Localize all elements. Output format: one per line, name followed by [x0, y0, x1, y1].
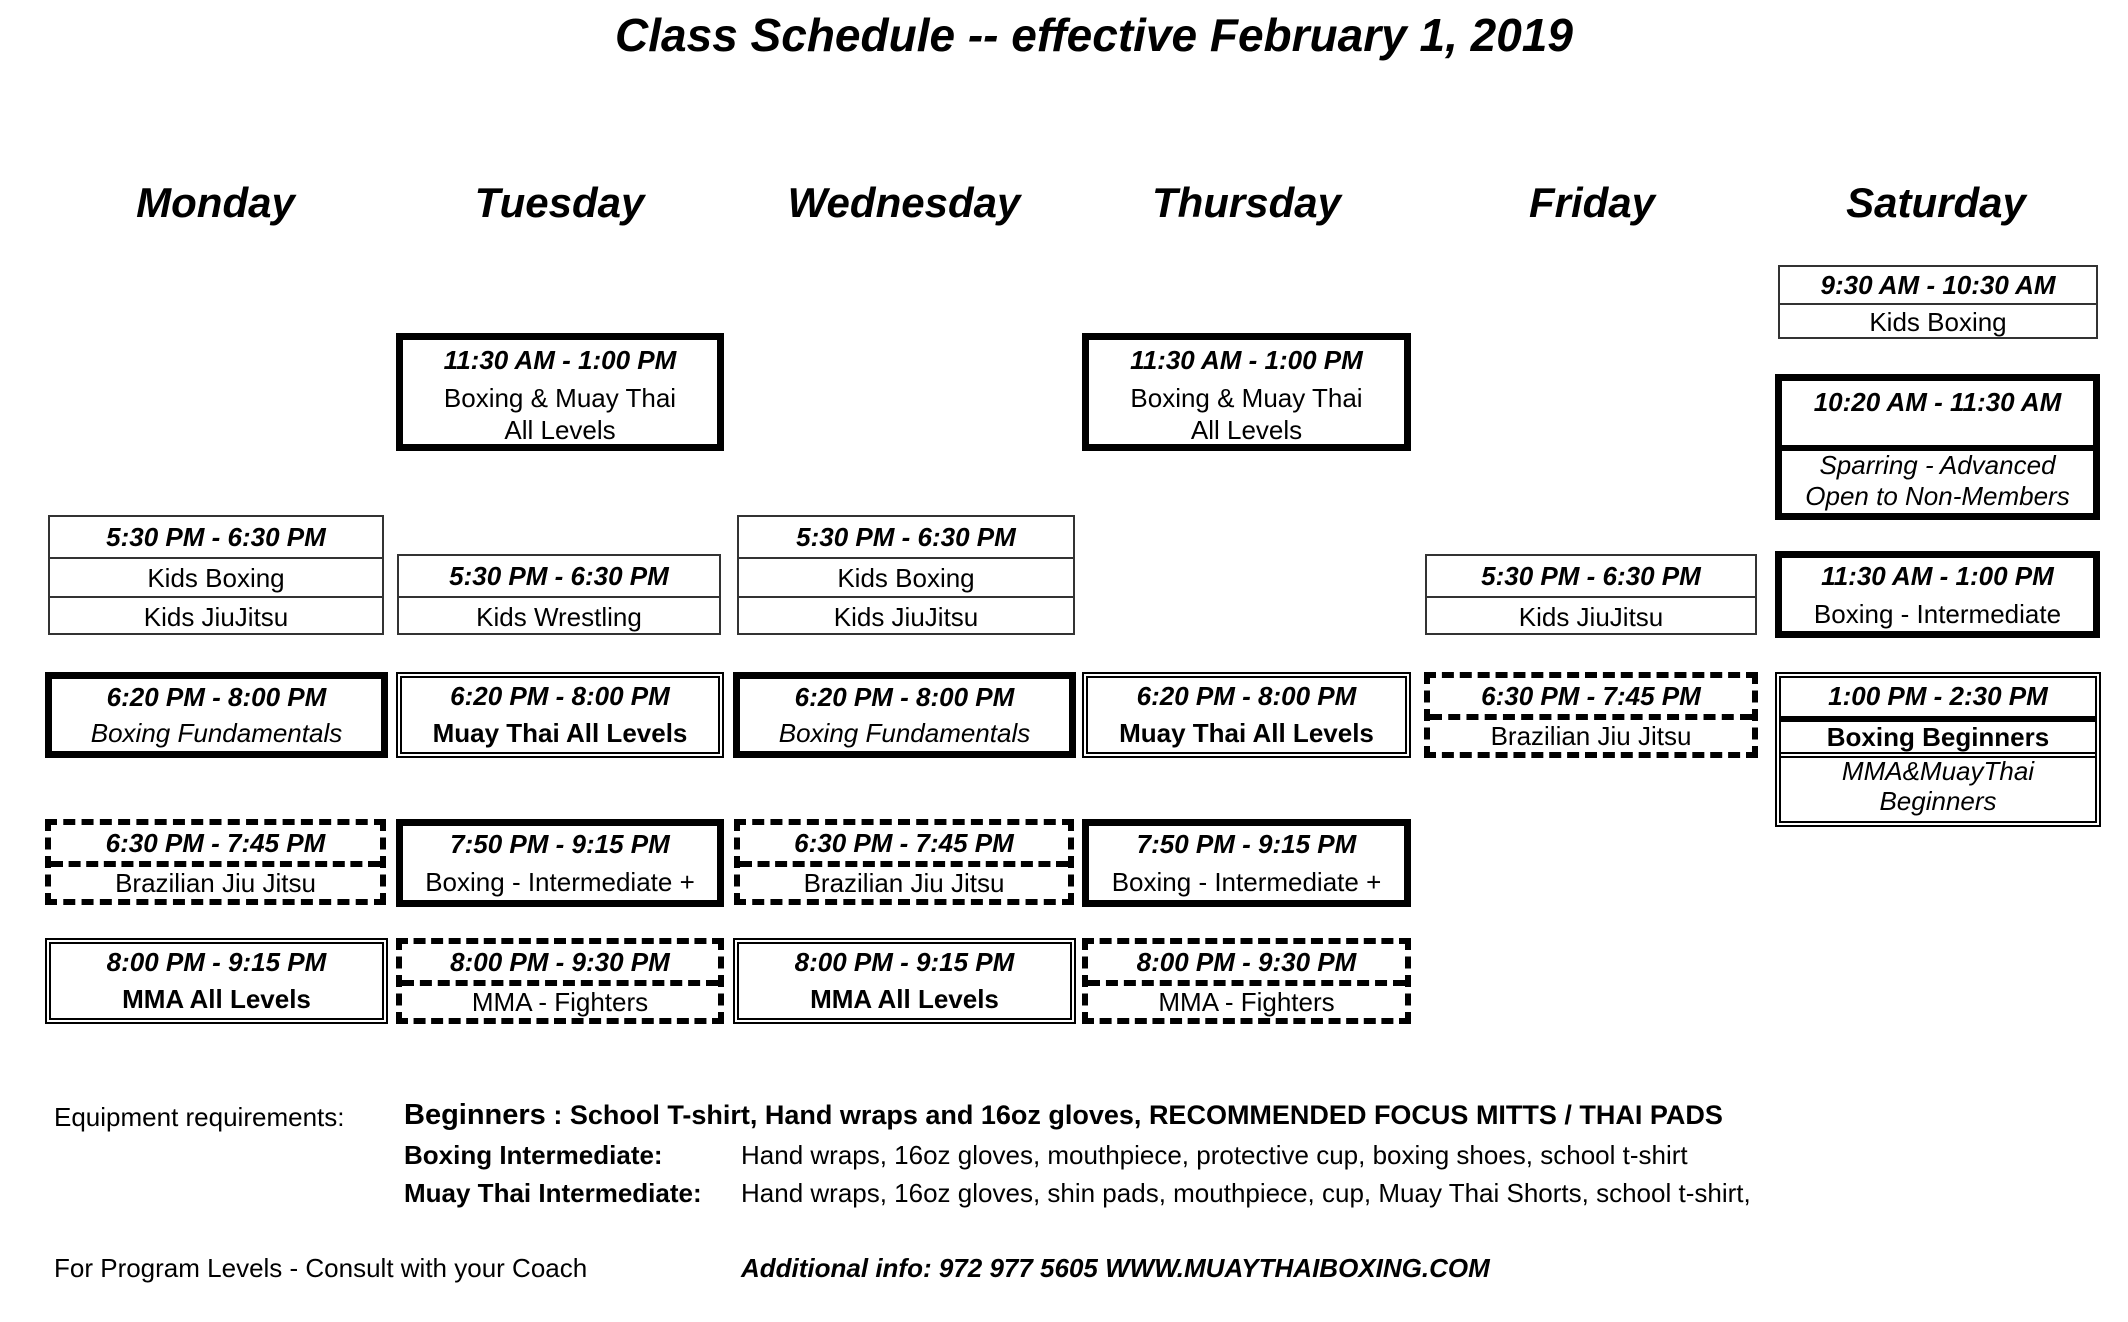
page-title: Class Schedule -- effective February 1, 2019 [615, 9, 1573, 61]
class-time: 6:20 PM - 8:00 PM [106, 682, 327, 712]
class-block-tuesday-kids-wrestling [397, 554, 721, 635]
class-time: 8:00 PM - 9:15 PM [794, 947, 1015, 977]
class-time: 11:30 AM - 1:00 PM [443, 345, 677, 375]
class-block-tuesday-boxing-intermediate [396, 819, 724, 907]
class-block-tuesday-boxing-muay-thai [396, 333, 724, 451]
class-time: 5:30 PM - 6:30 PM [796, 522, 1016, 552]
class-block-saturday-boxing-intermediate [1775, 551, 2100, 638]
class-name: Kids JiuJitsu [50, 596, 382, 635]
class-time: 5:30 PM - 6:30 PM [106, 522, 326, 552]
class-block-saturday-sparring [1775, 374, 2100, 520]
day-header-thursday: Thursday [1151, 179, 1342, 226]
additional-info: Additional info: 972 977 5605 WWW.MUAYTHAIBOXING.COM [741, 1253, 1490, 1283]
day-header-tuesday: Tuesday [474, 179, 645, 226]
class-name: MMA All Levels [122, 984, 311, 1014]
class-time: 5:30 PM - 6:30 PM [1481, 561, 1701, 591]
class-level: Beginners [1879, 786, 1997, 816]
class-name: Brazilian Jiu Jitsu [51, 861, 380, 899]
class-name: Brazilian Jiu Jitsu [1430, 714, 1752, 752]
class-block-saturday-kids-boxing [1778, 265, 2098, 339]
class-name: Muay Thai All Levels [432, 718, 688, 748]
class-block-thursday-mma-fighters [1082, 938, 1411, 1024]
class-time: 6:30 PM - 7:45 PM [794, 828, 1014, 858]
class-name: Kids Wrestling [399, 596, 719, 635]
class-time: 6:30 PM - 7:45 PM [1481, 681, 1701, 711]
class-block-wednesday-boxing-fundamentals [733, 672, 1076, 758]
class-name: Boxing - Intermediate [1813, 599, 2062, 629]
class-block-wednesday-kids [737, 515, 1075, 635]
class-block-wednesday-mma [733, 938, 1076, 1024]
class-time: 6:30 PM - 7:45 PM [105, 828, 326, 858]
class-time: 5:30 PM - 6:30 PM [449, 561, 669, 591]
class-name: Kids Boxing [739, 557, 1073, 597]
class-name: MMA - Fighters [402, 980, 718, 1018]
day-header-wednesday: Wednesday [787, 179, 1021, 226]
class-block-monday-boxing-fundamentals [45, 672, 388, 758]
class-name: Boxing - Intermediate + [1111, 867, 1382, 897]
class-block-friday-kids-jiujitsu [1425, 554, 1757, 635]
class-name: Boxing & Muay Thai [443, 383, 677, 413]
beginners-label: Beginners [404, 1099, 546, 1131]
beginners-text: : School T-shirt, Hand wraps and 16oz gloves, RECOMMENDED FOCUS MITTS / THAI PADS [545, 1100, 1723, 1130]
class-name: Boxing - Intermediate + [425, 867, 695, 897]
class-block-saturday-beginners [1775, 672, 2101, 827]
class-name: Kids Boxing [1780, 303, 2096, 339]
class-time: 7:50 PM - 9:15 PM [1136, 829, 1357, 859]
class-time: 9:30 AM - 10:30 AM [1820, 270, 2056, 300]
class-level: All Levels [504, 415, 616, 445]
muay-thai-intermediate-label: Muay Thai Intermediate: [404, 1178, 702, 1208]
class-block-tuesday-mma-fighters [396, 938, 724, 1024]
program-levels-note: For Program Levels - Consult with your Coach [54, 1253, 588, 1283]
class-name: Boxing & Muay Thai [1130, 383, 1363, 413]
class-note: Open to Non-Members [1805, 481, 2070, 511]
class-time: 11:30 AM - 1:00 PM [1821, 561, 2054, 591]
muay-thai-intermediate-text: Hand wraps, 16oz gloves, shin pads, mouthpiece, cup, Muay Thai Shorts, school t-shirt, [741, 1178, 1751, 1208]
class-name: Brazilian Jiu Jitsu [740, 861, 1068, 899]
class-block-wednesday-bjj [734, 819, 1074, 905]
class-block-monday-mma [45, 938, 388, 1024]
class-time: 10:20 AM - 11:30 AM [1813, 387, 2062, 417]
class-name: Boxing Fundamentals [778, 718, 1031, 748]
class-name: MMA&MuayThai [1781, 752, 2095, 784]
class-block-friday-bjj [1424, 672, 1758, 758]
class-block-monday-kids [48, 515, 384, 635]
class-name: Boxing Fundamentals [90, 718, 343, 748]
class-time: 6:20 PM - 8:00 PM [450, 681, 670, 711]
class-name: Boxing Beginners [1781, 716, 2095, 752]
class-time: 6:20 PM - 8:00 PM [1136, 681, 1357, 711]
day-header-friday: Friday [1528, 179, 1656, 226]
class-name: Muay Thai All Levels [1119, 718, 1374, 748]
class-name: Kids JiuJitsu [1427, 596, 1755, 635]
class-block-thursday-boxing-muay-thai [1082, 333, 1411, 451]
class-time: 11:30 AM - 1:00 PM [1130, 345, 1363, 375]
class-name: MMA - Fighters [1088, 980, 1405, 1018]
class-name: Sparring - Advanced [1782, 445, 2093, 479]
class-name: MMA All Levels [810, 984, 999, 1014]
equipment-label: Equipment requirements: [54, 1102, 345, 1132]
class-time: 7:50 PM - 9:15 PM [450, 829, 670, 859]
class-time: 1:00 PM - 2:30 PM [1828, 681, 2048, 711]
day-header-monday: Monday [136, 179, 295, 226]
class-time: 8:00 PM - 9:30 PM [1136, 947, 1357, 977]
boxing-intermediate-label: Boxing Intermediate: [404, 1140, 663, 1170]
class-time: 6:20 PM - 8:00 PM [794, 682, 1015, 712]
class-level: All Levels [1190, 415, 1303, 445]
day-header-saturday: Saturday [1846, 179, 2026, 226]
beginners-requirements [404, 1098, 1723, 1132]
class-block-thursday-boxing-intermediate [1082, 819, 1411, 907]
boxing-intermediate-text: Hand wraps, 16oz gloves, mouthpiece, protective cup, boxing shoes, school t-shirt [741, 1140, 1688, 1170]
class-time: 8:00 PM - 9:15 PM [106, 947, 327, 977]
class-block-monday-bjj [45, 819, 386, 905]
class-block-thursday-muay-thai [1082, 672, 1411, 758]
class-time: 8:00 PM - 9:30 PM [450, 947, 670, 977]
class-name: Kids Boxing [50, 557, 382, 597]
class-name: Kids JiuJitsu [739, 596, 1073, 635]
class-block-tuesday-muay-thai [396, 672, 724, 758]
